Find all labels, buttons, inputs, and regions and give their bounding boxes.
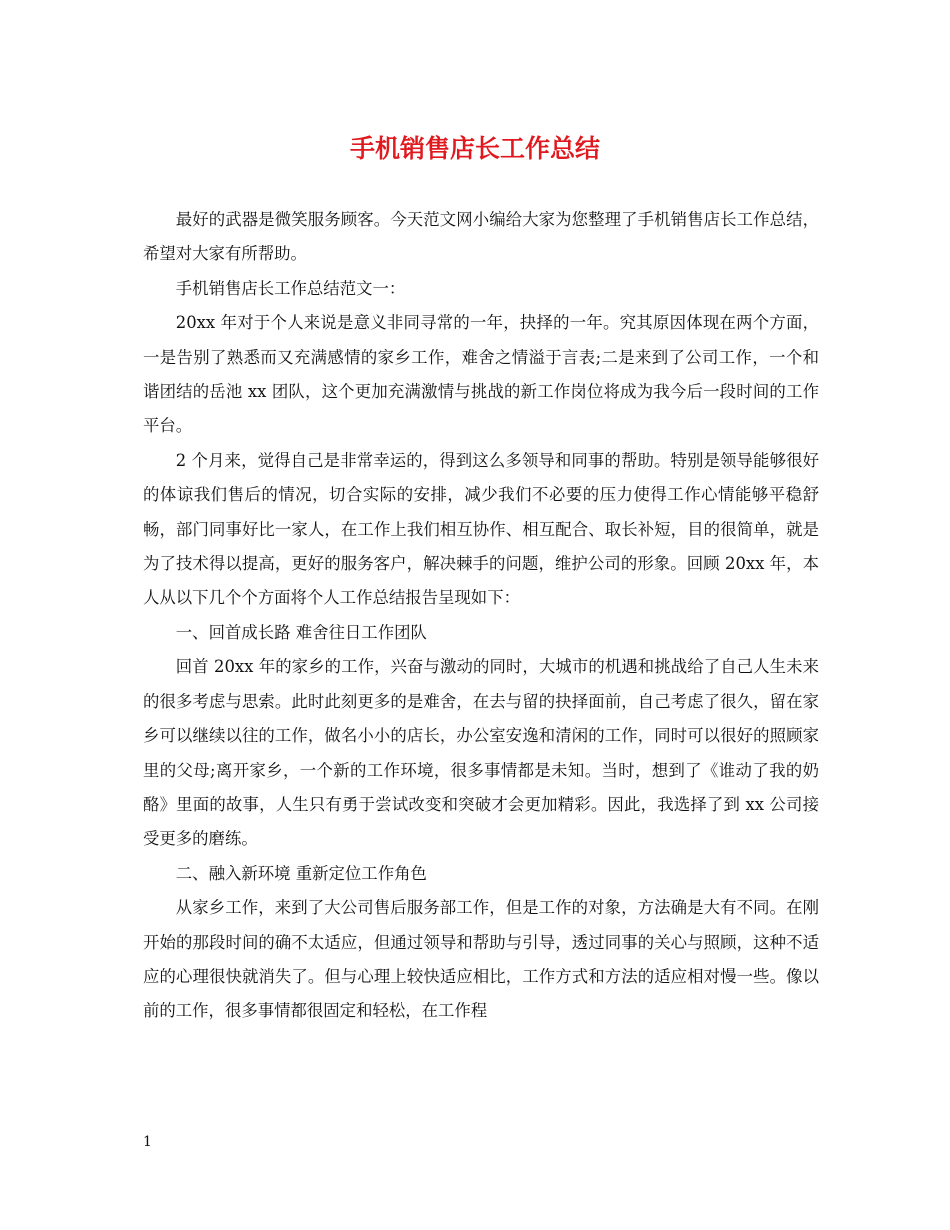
section-heading-two: 二、融入新环境 重新定位工作角色	[175, 863, 427, 883]
paragraph-intro: 最好的武器是微笑服务顾客。今天范文网小编给大家为您整理了手机销售店长工作总结，希望对大家有所帮助。	[143, 210, 819, 264]
page-number: 1	[143, 1134, 152, 1150]
document-body	[143, 203, 819, 1029]
paragraph-new-environment: 从家乡工作，来到了大公司售后服务部工作，但是工作的对象，方法确是大有不同。在刚开始的那段时间的确不太适应，但通过领导和帮助与引导，透过同事的关心与照顾，这种不适应的心理很快就消失了。但与心理上较快适应相比，工作方式和方法的适应相对慢一些。像以前的工作，很多事情都很固定和轻松，在工作程	[143, 898, 819, 1021]
section-heading-one: 一、回首成长路 难舍往日工作团队	[175, 622, 427, 642]
paragraph-sample-heading: 手机销售店长工作总结范文一：	[175, 278, 406, 298]
paragraph-year-overview: 20xx 年对于个人来说是意义非同寻常的一年，抉择的一年。究其原因体现在两个方面，一是告别了熟悉而又充满感情的家乡工作，难舍之情溢于言表;二是来到了公司工作，一个和谐团结的岳池 xx 团队，这个更加充满激情与挑战的新工作岗位将成为我今后一段时间的工作平台。	[143, 313, 819, 436]
document-title: 手机销售店长工作总结	[349, 134, 600, 163]
paragraph-two-months: 2 个月来，觉得自己是非常幸运的，得到这么多领导和同事的帮助。特别是领导能够很好的体谅我们售后的情况，切合实际的安排，减少我们不必要的压力使得工作心情能够平稳舒畅，部门同事好比一家人，在工作上我们相互协作、相互配合、取长补短，目的很简单，就是为了技术得以提高，更好的服务客户，解决棘手的问题，维护公司的形象。回顾 20xx 年，本人从以下几个个方面将个人工作总结报告呈现如下：	[143, 450, 819, 608]
paragraph-look-back: 回首 20xx 年的家乡的工作，兴奋与激动的同时，大城市的机遇和挑战给了自己人生未来的很多考虑与思索。此时此刻更多的是难舍，在去与留的抉择面前，自己考虑了很久，留在家乡可以继续以往的工作，做名小小的店长，办公室安逸和清闲的工作，同时可以很好的照顾家里的父母;离开家乡，一个新的工作环境，很多事情都是未知。当时，想到了《谁动了我的奶酪》里面的故事，人生只有勇于尝试改变和突破才会更加精彩。因此，我选择了到 xx 公司接受更多的磨练。	[143, 657, 819, 849]
